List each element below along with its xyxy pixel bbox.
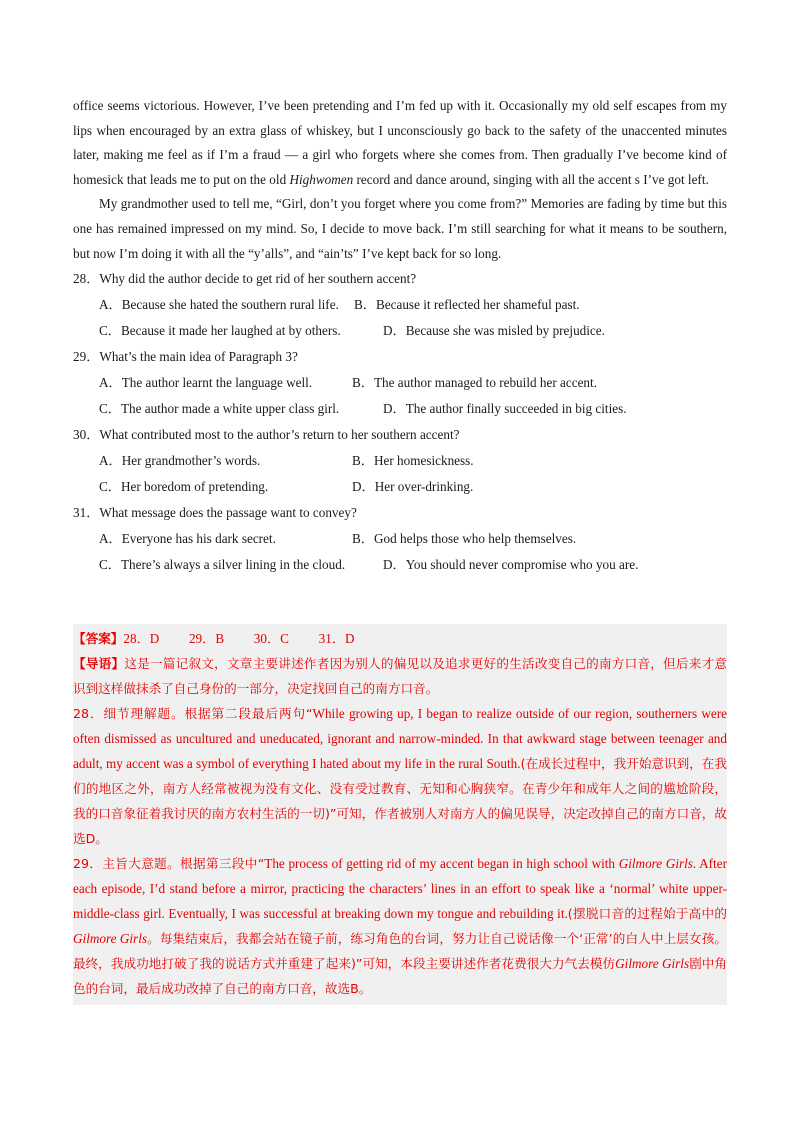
option-a: A．The author learnt the language well. [99, 375, 313, 391]
question-31 [73, 500, 727, 578]
option-d: D．The author finally succeeded in big cities. [383, 401, 627, 417]
options-row [73, 552, 727, 578]
options-row [73, 526, 727, 552]
show-title: Gilmore Girls [618, 856, 693, 871]
option-c: C．Because it made her laughed at by others. [99, 323, 341, 339]
show-title: Gilmore Girls [615, 956, 690, 971]
option-c: C．The author made a white upper class girl. [99, 401, 340, 417]
option-b: B．Her homesickness. [352, 453, 474, 469]
explanation-28 [73, 701, 727, 851]
guide-label: 【导语】 [73, 656, 125, 671]
options-row [73, 474, 727, 500]
explanation-text: (摆脱口音的过程始于高中的 [567, 906, 727, 921]
explanation-29 [73, 851, 727, 1001]
option-c: C．Her boredom of pretending. [99, 479, 269, 495]
passage-text: record and dance around, singing with all the accent s I’ve got left. [353, 171, 709, 187]
passage-text: office seems victorious. However, I’ve been pretending and I’m fed up with it. Occasionally my old self escapes from my lips when encouraged by an extra glass of whiskey, but I unconsciously go back to the safety of the unaccented minutes later, making me feel as if I’m a fraud — a girl who forgets where she comes from. Then gradually I’ve become kind of homesick that leads me to put on the old [73, 98, 727, 187]
options-row [73, 370, 727, 396]
question-stem: 28．Why did the author decide to get rid of her southern accent? [73, 271, 417, 287]
question-stem: 30．What contributed most to the author’s return to her southern accent? [73, 427, 460, 443]
option-d: D．Her over-drinking. [352, 479, 474, 495]
option-d: D．You should never compromise who you are. [383, 557, 639, 573]
guide-line [73, 651, 727, 701]
option-a: A．Her grandmother’s words. [99, 453, 261, 469]
option-c: C．There’s always a silver lining in the cloud. [99, 557, 346, 573]
option-a: A．Because she hated the southern rural life. [99, 297, 339, 313]
answer-section [73, 624, 727, 1005]
options-row [73, 318, 727, 344]
explanation-text: (在成长过程中，我开始意识到，在我们的地区之外，南方人经常被视为没有文化、没有受过教育、无知和心胸狭窄。在青少年和成年人之间的尴尬阶段，我的口音象征着我讨厌的南方农村生活的一切)”可知，作者被别人对南方人的偏见误导，决定改掉自己的南方口音，故选D。 [73, 756, 727, 846]
quoted-english: . After each episode, I’d stand before a mirror, practicing the characters’ lines in an effort to speak like a ‘normal’ white upper-middle-class girl. Eventually, I was successful at breaking down my tongue and rebuilding it. [73, 856, 727, 921]
passage-paragraph-2: My grandmother used to tell me, “Girl, don’t you forget where you come from?” Memories are fading by time but this one has remained impressed on my mind. So, I decide to move back. I’m still searching for what it means to be southern, but now I’m doing it with all the “y’alls”, and “ain’ts” I’ve kept back for so long. [73, 196, 727, 261]
question-30 [73, 422, 727, 500]
option-b: B．The author managed to rebuild her accent. [352, 375, 597, 391]
show-title: Gilmore Girls [73, 931, 147, 946]
explanation-text: 。每集结束后，我都会站在镜子前，练习角色的台词，努力让自己说话像一个‘正常’的白人中上层女孩。最终，我成功地打破了我的说话方式并重建了起来)”可知，本段主要讲述作者花费很大力气去模仿 [73, 931, 727, 971]
option-b: B．God helps those who help themselves. [352, 531, 577, 547]
answer-keys-line [73, 626, 727, 651]
option-b: B．Because it reflected her shameful past. [354, 297, 580, 313]
guide-text: 这是一篇记叙文，文章主要讲述作者因为别人的偏见以及追求更好的生活改变自己的南方口音，但后来才意识到这样做抹杀了自己身份的一部分，决定找回自己的南方口音。 [73, 656, 727, 696]
quoted-english: The process of getting rid of my accent began in high school with [264, 856, 619, 871]
explanation-text: 29．主旨大意题。根据第三段中“ [73, 856, 265, 871]
explanation-text: 28．细节理解题。根据第二段最后两句“ [73, 706, 313, 721]
quoted-english: While growing up, I began to realize outside of our region, southerners were often dismissed as uncultured and uneducated, ignorant and narrow-minded. In that awkward stage between teenager and adult, my accent was a symbol of everything I hated about my life in the rural South. [73, 706, 727, 771]
passage-section [73, 94, 727, 578]
option-a: A．Everyone has his dark secret. [99, 531, 276, 547]
question-28 [73, 266, 727, 344]
answer-label: 【答案】 [73, 631, 124, 646]
answer-keys: 28．D 29．B 30．C 31．D [123, 631, 355, 646]
question-29 [73, 344, 727, 422]
option-d: D．Because she was misled by prejudice. [383, 323, 605, 339]
question-stem: 31．What message does the passage want to convey? [73, 505, 357, 521]
options-row [73, 448, 727, 474]
explanation-text: 剧中角色的台词，最后成功改掉了自己的南方口音，故选B。 [73, 956, 727, 996]
question-stem: 29．What’s the main idea of Paragraph 3? [73, 349, 298, 365]
album-title: Highwomen [289, 171, 354, 187]
options-row [73, 396, 727, 422]
passage-paragraph-1 [73, 94, 727, 192]
options-row [73, 292, 727, 318]
